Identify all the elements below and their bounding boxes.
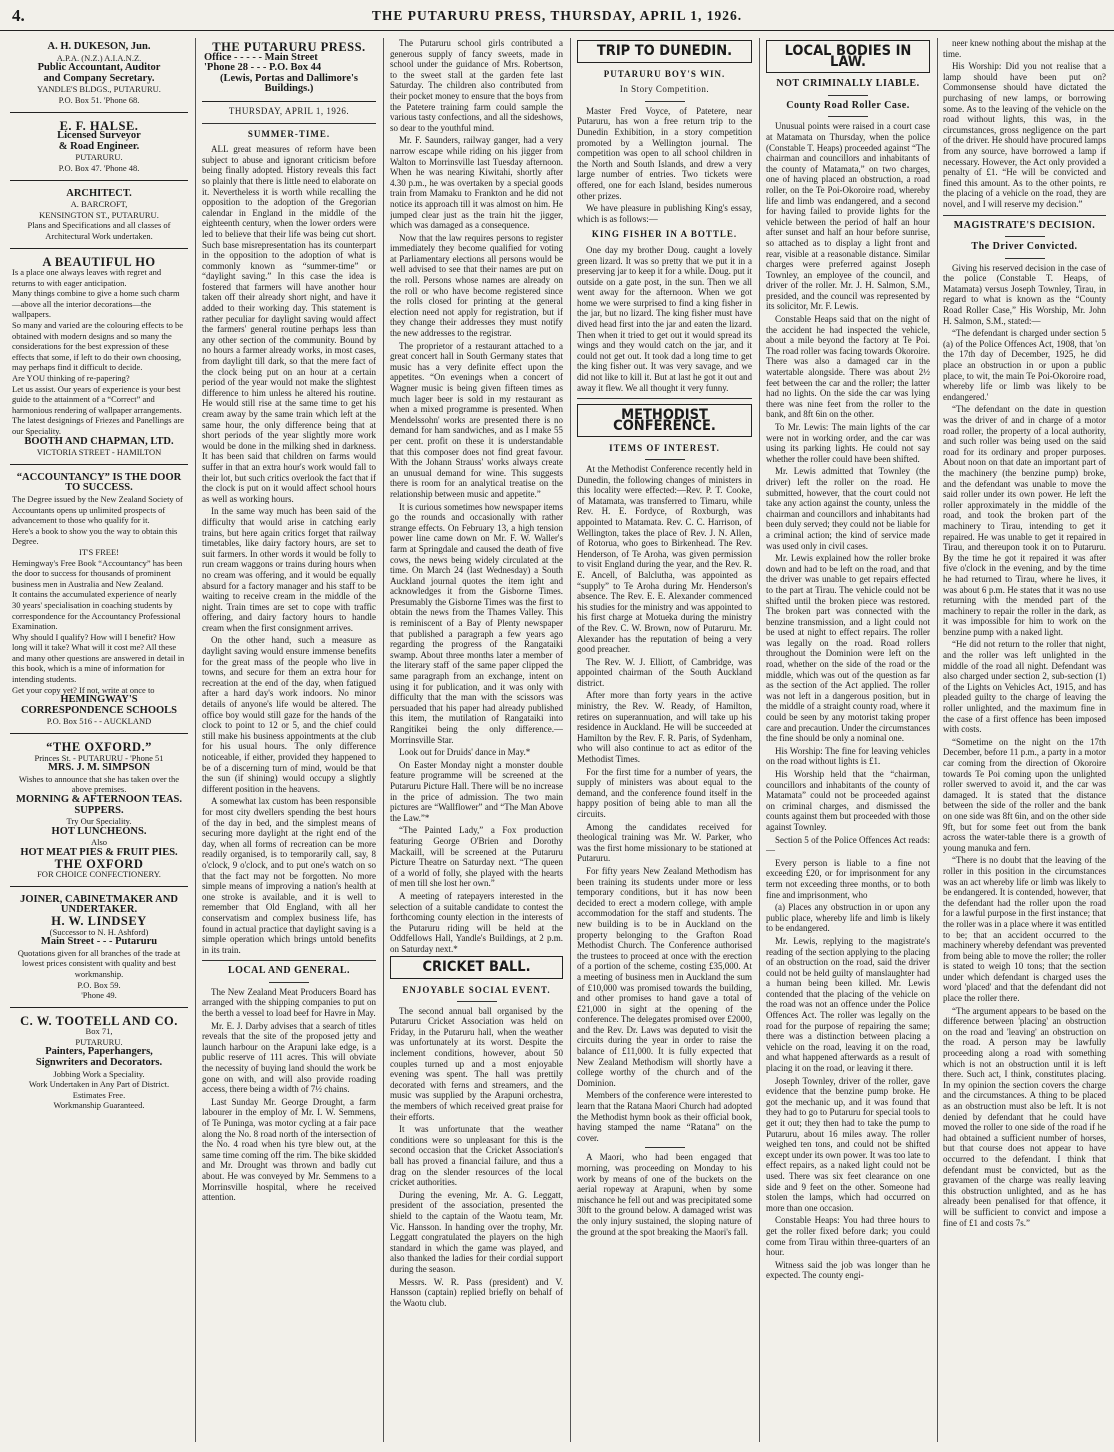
ad-hemingway-p7: Get your copy yet? If not, write at once to <box>12 684 155 695</box>
article-paragraph: Look out for Druids' dance in May.* <box>399 747 531 758</box>
dunedin-subheading2: In Story Competition. <box>619 84 710 95</box>
local-news-items <box>390 38 563 954</box>
ad-halse <box>10 117 188 181</box>
ad-hemingway-heading: “ACCOUNTANCY” IS THE DOOR TO SUCCESS. <box>16 471 182 494</box>
column-magistrate <box>943 38 1106 1442</box>
ad-oxford-p3: Try Our Speciality. <box>66 816 132 827</box>
ad-oxford-p7: THE OXFORD <box>54 856 144 871</box>
article-paragraph: “The Painted Lady,” a Fox production featuring George O'Brien and Dorothy Mackaill, will be screened at the Putaruru Picture Theatre on Saturday next. “The queen of a world of folly, she played with the hearts of men till she lost her own.” <box>390 825 563 889</box>
ad-tootell-box: Box 71, <box>85 1026 113 1037</box>
ad-hemingway-p3: IT'S FREE! <box>78 546 120 557</box>
ad-booth-chapman <box>10 253 188 465</box>
essay-title: KING FISHER IN A BOTTLE. <box>591 229 738 240</box>
ad-hemingway-p1: The Degree issued by the New Zealand Society of Accountants opens up unlimited prospects of advancement to those who qualify for it. <box>12 493 183 526</box>
article-paragraph: “The defendant on the date in question was the driver of and in charge of a motor road roller, the property of a local authority, and such roller was being used on the said road for its ordinary and proper purposes. About noon on that date an important part of the machinery (the benzine pump) broke, and the defendant was unable to move the said roller under its own power. He left the roller approximately in the middle of the road, and took the broken part of the machinery to Tirau, intending to get it repaired. He was unable to get it repaired in Tirau, and thereupon took it on to Putaruru. By the time he got it repaired it was after five o'clock in the evening, and by the time he had returned to Tirau, where he lives, it was about 6 p.m. He states that it was no use returning with the mended part of the machinery to repair the roller in the dark, as it was impossible for him to work on the benzine pump with a naked light. <box>943 404 1106 637</box>
article-paragraph: Joseph Townley, driver of the roller, gave evidence that the benzine pump broke. He got the mechanic up, and it was found that they had to go to Putaruru for special tools to get it out; they then had to take the pump to Putaruru, about 16 miles away. The roller weighed ten tons, and could not be shifted except under its own power. It was too late to effect repairs, as a naked light could not be used. There was six feet clearance on one side and 9 feet on the other. Someone had stolen the lamps, which had occurred on more than one occasion. <box>766 1075 930 1213</box>
ad-tootell-town: PUTARURU. <box>75 1036 123 1047</box>
ad-oxford-p4: HOT LUNCHEONS. <box>51 825 147 837</box>
article-paragraph: For the first time for a number of years, the supply of ministers was about equal to the demand, and the conference found itself in the happy position of being able to man all the circuits. <box>577 766 752 819</box>
article-paragraph: A meeting of ratepayers interested in the selection of a suitable candidate to contest the forthcoming county election in the interests of the Putaruru riding will be held at the Oddfellows Hall, Yandle's Buildings, at 2 p.m. on Saturday next.* <box>390 890 563 954</box>
ad-hemingway-p4: Hemingway's Free Book “Accountancy” has been the door to success for thousands of prominent business men in Australia and New Zealand. <box>12 557 183 589</box>
magistrate-heading: MAGISTRATE'S DECISION. <box>953 219 1096 231</box>
ad-oxford-p2: MORNING & AFTERNOON TEAS. SUPPERS. <box>15 794 183 816</box>
ad-dukeson-quals: A.P.A. (N.Z.) A.I.A.N.Z. <box>56 52 142 63</box>
column-local-news <box>390 38 563 1442</box>
article-paragraph: After more than forty years in the active ministry, the Rev. W. Ready, of Hamilton, retires on superannuation, and will take up his residence in Auckland. He will be succeeded at Hamilton by the Rev. F. R. Paris, of Sydenham, who will also continue to act as editor of the Methodist Times. <box>577 690 752 765</box>
ad-dukeson-name: A. H. DUKESON, Jun. <box>47 41 151 52</box>
column-advertisements <box>10 38 188 1442</box>
ad-architect-body: Plans and Specifications and all classes of Architectural Work undertaken. <box>27 220 171 241</box>
article-paragraph: Every person is liable to a fine not exceeding £20, or for imprisonment for any term not exceeding three months, or to both fine and imprisonment, who <box>766 857 930 900</box>
summer-time-heading: SUMMER-TIME. <box>247 128 331 139</box>
divider <box>943 215 1106 216</box>
ad-tootell-p4: Workmanship Guaranteed. <box>53 1100 145 1111</box>
article-paragraph: Members of the conference were interested to learn that the Ratana Maori Church had adopted the Methodist hymn book as their official book, having stamped the name “Ratana” on the cover. <box>577 1090 752 1143</box>
ad-hemingway-p5: It contains the accumulated experience of nearly 30 years' specialisation in coaching students by correspondence for the Accountancy Professional Examination. <box>12 589 181 632</box>
article-paragraph: Among the candidates received for theological training was Mr. W. Parker, who was the first home missionary to be stationed at Putaruru. <box>577 821 752 864</box>
column-dunedin-methodist <box>577 38 752 1442</box>
article-paragraph: A somewhat lax custom has been responsible for most city dwellers spending the best hours of the day in bed, and the simplest means of securing more daylight at the right end of the day, when all forms of recreation can be more readily organised, is to temporarily call, say, 8 o'clock, 9 o'clock, and to put one's watch on so that the fact may not be forgotten. No more simple means of improving a nation's health at one stroke is available, and it is well to remember that Old England, with all her conservatism and complex business life, has found in actual practice that daylight saving is a simple operation which brings untold benefits in its train. <box>202 796 376 955</box>
ad-halse-town: PUTARURU. <box>75 152 123 163</box>
ad-oxford-p1: Wishes to announce that she has taken over the above premises. <box>18 773 180 795</box>
article-paragraph: To Mr. Lewis: The main lights of the car were not in working order, and the car was using its parking lights. He could not say whether the roller could have been shifted. <box>766 422 930 464</box>
article-paragraph: His Worship: The fine for leaving vehicles on the road without lights is £1. <box>766 745 930 767</box>
article-paragraph: “The defendant is charged under section 5 (a) of the Police Offences Act, 1908, that 'on the 17th day of December, 1925, he did place an obstruction in or upon a public place, to wit, the main Te Poi-Okoroire road, whereby life or limb was likely to be endangered.' <box>943 328 1106 402</box>
ad-tootell-p1: Jobbing Work a Speciality. <box>53 1068 145 1079</box>
ad-dukeson-line1: Public Accountant, Auditor <box>37 62 161 74</box>
divider <box>1005 236 1045 237</box>
dunedin-heading: TRIP TO DUNEDIN. <box>577 40 752 63</box>
newspaper-title: THE PUTARURU PRESS, THURSDAY, APRIL 1, 1926. <box>371 8 743 23</box>
article-paragraph: “There is no doubt that the leaving of the roller in this position in the circumstances was an act whereby life or limb was likely to be endangered. It is contended, however, that the defendant had the roller upon the road for a lawful purpose in the first instance; that the roller was in a place where it was entitled to be; that an accident occurred to the machinery whereby defendant was prevented from being able to move the roller; the roller is stated to weigh 10 tons; that the section under which defendant is charged uses the word 'placed' and that the defendant did not place the roller there. <box>943 855 1106 1004</box>
cricket-ball-heading: CRICKET BALL. <box>390 956 563 979</box>
press-box-title: THE PUTARURU PRESS. <box>212 40 366 54</box>
article-paragraph: Mr. Lewis explained how the roller broke down and had to be left on the road, and that the driver was unable to get repairs effected to the part at Tirau. The vehicle could not be shifted until the broken piece was restored. The broken part was connected with the benzine transmission, and a light could not be used at night to effect repairs. The roller was legally on the road. Road rollers throughout the Dominion were left on the road, whether on the side of the road or the middle, which was out of the question as far as the section of the Act applied. The roller was not left in a dangerous position, but in the middle of a straight county road, where it could be seen by any motorist taking proper care and precaution. Under the circumstances the fine should be only a nominal one. <box>766 553 930 744</box>
cricket-ball-subheading: ENJOYABLE SOCIAL EVENT. <box>402 985 551 996</box>
article-paragraph: “He did not return to the roller that night, and the roller was left unlighted in the middle of the road all night. Defendant was also charged under section 2, sub-section (1) of the Lights on Vehicles Act, 1915, and has pleaded guilty to the charge of leaving the roller unlighted, and the maximum fine in the case of a first offence has been imposed with costs. <box>943 639 1106 735</box>
article-paragraph: On the other hand, such a measure as daylight saving would ensure immense benefits for the great mass of the people who live in towns, and secure for them an extra hour for recreation at the end of the day, when fatigued after a hard day's work indoors. No minor details of anyone's life would be altered. The office boy would still gaze for the hands of the clock to point to 12 or 5, and the chief could still make his business appointments at the club for his usual hours. The only difference noticeable, if either, provided they happened to be of a discerning turn of mind, would be that the sun (if shining) would occupy a slightly different position in the heavens. <box>202 635 376 794</box>
ad-booth-p1: Is a place one always leaves with regret and returns to with eager anticipation. <box>12 267 162 288</box>
ad-booth-firm: BOOTH AND CHAPMAN, LTD. <box>24 435 174 447</box>
ad-booth-p6: The latest designings of Friezes and Panellings are our Speciality. <box>12 415 185 436</box>
ad-dukeson <box>10 38 188 113</box>
ad-hemingway-firm: HEMINGWAY'S CORRESPONDENCE SCHOOLS <box>20 694 178 716</box>
ad-hemingway-p2: Here's a book to show you the way to obtain this Degree. <box>12 525 178 547</box>
divider <box>269 982 309 983</box>
divider <box>202 960 376 961</box>
column-rule <box>759 38 760 1442</box>
ad-booth-address: VICTORIA STREET - HAMILTON <box>36 447 162 458</box>
ad-booth-heading: A BEAUTIFUL HO <box>42 254 156 269</box>
divider <box>645 1147 685 1148</box>
column-rule <box>570 38 571 1442</box>
article-paragraph: Mr. Lewis, replying to the magistrate's reading of the section applying to the placing of an obstruction on the road, said the driver could not be held guilty of manslaughter had a human being been killed. Mr. Lewis contended that the placing of the vehicle on the road was not an offence under the Police Offences Act. The roller was legally on the road for the purpose of repairing the same; there was a distinction between placing a vehicle on the road, leaving it on the road, and what happened afterwards as a result of placing it on the road, or leaving it there. <box>766 935 930 1074</box>
divider <box>645 101 685 102</box>
ad-lindsey-street: Main Street - - - Putaruru <box>40 936 158 948</box>
article-paragraph: His Worship: Did you not realise that a lamp should have been put on? Commonsense should have dictated the purchasing of new lamps, or borrowing some. As to the leaving of the vehicle on the road without lights, this was, in the circumstances, gross negligence on the part of the driver. He should have procured lamps from any source, have borrowed a lamp if necessary. However, the Act only provided a penalty of £1. “He will be convicted and fined this amount. As to the other points, re the placing of a vehicle on the road, they are novel, and I will reserve my decision.” <box>943 61 1106 209</box>
summer-time-article <box>202 144 376 955</box>
ad-tootell <box>10 1012 188 1117</box>
local-bodies-heading: LOCAL BODIES IN LAW. <box>766 40 930 73</box>
article-paragraph: Last Sunday Mr. George Drought, a farm labourer in the employ of Mr. I. W. Semmens, of Te Puninga, was motor cycling at a fair pace along the No. 8 road north of the intersection of the No. 4 road when his tyre blew out, at the same time coming off the rim. The bike skidded and Mr. Drought was thrown and badly cut about. He was conveyed by Mr. Semmens to a Morrinsville hospital, where he received attention. <box>202 1096 376 1203</box>
ad-booth-p3: So many and varied are the colouring effects to be obtained with modern designs and so many the considerations for the best expression of these effects that some, if left to do their own choosing, may perhaps find it difficult to decide. <box>12 320 183 373</box>
ad-oxford-p8: FOR CHOICE CONFECTIONERY. <box>37 869 161 880</box>
ad-halse-contact: P.O. Box 47. 'Phone 48. <box>58 162 140 173</box>
article-paragraph: The second annual ball organised by the Putaruru Cricket Association was held on Friday, in the Putaruru hall, when the weather was unfortunately at its worst. Despite the inclement conditions, however, about 50 couples turned up and a most enjoyable evening was spent. The hall was prettily decorated with ferns and streamers, and the music was supplied by the Arapuni orchestra, the members of which received great praise for their efforts. <box>390 1005 563 1122</box>
press-box-office: Office - - - - - Main Street <box>204 51 318 63</box>
ad-halse-line1: Licensed Surveyor <box>57 130 141 142</box>
dunedin-subheading: PUTARURU BOY'S WIN. <box>603 68 726 79</box>
article-paragraph: Mr. E. J. Darby advises that a search of titles reveals that the site of the proposed jetty and launch harbour on the Arapuni lake edge, is a public reserve of 111 acres. This will obviate the necessity of buying land should the work be gone on with, and will also provide roading access, there being a width of 7½ chains. <box>202 1020 376 1095</box>
dunedin-article <box>577 106 752 225</box>
article-paragraph: Giving his reserved decision in the case of the police (Constable T. Heaps, of Matamata) versus Joseph Townley, Tirau, in regard to what is known as the “County Road Roller Case,” His Worship, Mr. John H. Salmon, S.M., stated:— <box>943 262 1106 326</box>
ad-tootell-p3: Estimates Free. <box>72 1089 126 1100</box>
column-local-bodies <box>766 38 930 1442</box>
article-paragraph: “The argument appears to be based on the difference between 'placing' an obstruction on the road and 'leaving' an obstruction on the road. A person may be lawfully proceeding along a road with something which is not an obstruction until it is left there. Such act, I think, constitutes placing. In my opinion the section covers the charge and the circumstances. A thing to be placed as an obstruction must also be left. It is not denied by defendant that he could have moved the roller to one side of the road if he had obtained a sufficient number of horses, but that course does not appear to have occurred to the defendant. I think that defendant must be convicted, but as the gravamen of the charge was really leaving this obstruction unlighted, and as he has already been penalised for that offence, it will be sufficient to convict and impose a fine of £1 and costs 7s.” <box>943 1005 1106 1228</box>
article-paragraph: (a) Places any obstruction in or upon any public place, whereby life and limb is likely to be endangered. <box>766 902 930 934</box>
article-paragraph: We have pleasure in publishing King's essay, which is as follows:— <box>577 203 752 224</box>
article-paragraph: neer knew nothing about the mishap at the time. <box>943 38 1106 59</box>
essay-article <box>577 245 752 393</box>
article-paragraph: During the evening, Mr. A. G. Leggatt, president of the association, presented the shield to the captain of the Waotu team, Mr. Vic. Hansson. In handing over the trophy, Mr. Leggatt congratulated the players on the high standard in which the game was played, and also thanked the ladies for their cordial support during the season. <box>390 1189 563 1274</box>
press-box-phone: 'Phone 28 - - - P.O. Box 44 <box>204 62 322 74</box>
press-info-box <box>202 38 376 102</box>
local-general-heading: LOCAL AND GENERAL. <box>227 965 351 977</box>
article-paragraph: “Sometime on the night on the 17th December, before 11 p.m., a party in a motor car coming from the direction of Okoroire towards Te Poi coming upon the unlighted roller swerved to avoid it, and the car was damaged. It is stated that the distance between the side of the roller and the bank on one side was 8ft 6in, and on the other side 9ft, but for some feet out from the bank across the water-table there is a growth of young manuka and fern. <box>943 736 1106 853</box>
ad-tootell-name: C. W. TOOTELL AND CO. <box>20 1013 178 1028</box>
divider <box>645 459 685 460</box>
magistrate-article <box>943 263 1106 1228</box>
article-paragraph: His Worship held that the “chairman, councillors and inhabitants of the county of Matamata” could not be proceeded against on criminal charges, and dismissed the counts against them but proceeded with those against Townley. <box>766 769 930 832</box>
article-paragraph: ALL great measures of reform have been subject to abuse and ignorant criticism before being finally adopted. History reveals this fact so plainly that there is little need to elaborate on it. Nevertheless it is worth while recalling the opposition to the adoption of the Gregorian calendar in England in the middle of the eighteenth century, when the lower orders were led to believe that their life was being cut short. Such base misrepresentation has its counterpart in the opposition to the adoption of what is commonly known as “summer-time” or “daylight saving.” In this case the idea is fostered that farmers will have another hour taken off their already short night, and have it added to their working day. This statement is rather peculiar for daylight saving would affect the farmers' general routine perhaps less than any other section of the community. Bound by no hours a farmer already works, in most cases, from daylight till dark, so that the mere fact of the clock being put on an hour at a certain period of the year would not make the slightest difference to him unless he altered his routine. He would still rise at the same time to get his cream away by the same train which left at the same hour, the only difference being that at short periods of the year slightly more work would be done in the milking shed in darkness. It has been said that children on farms would suffer in that an extra hour's work would fall to their lot, but such critics overlook the fact that if the clock is put on it would affect school hours as well as working hours. <box>202 144 376 504</box>
ad-lindsey-heading: JOINER, CABINETMAKER AND UNDERTAKER. <box>20 893 178 916</box>
column-rule <box>195 38 196 1442</box>
ad-tootell-line2: Signwriters and Decorators. <box>35 1057 163 1069</box>
divider <box>577 398 752 399</box>
article-paragraph: Messrs. W. R. Pass (president) and V. Hansson (captain) replied briefly on behalf of the Waotu club. <box>390 1276 563 1308</box>
ad-hemingway-address: P.O. Box 516 - - AUCKLAND <box>46 716 152 727</box>
ad-hemingway-p6: Why should I qualify? How will I benefit? How long will it take? What will it cost me? All these and many other questions are answered in detail in this book, which is a mine of information for intending students. <box>12 631 185 685</box>
article-paragraph: Constable Heaps said that on the night of the accident he had inspected the vehicle, about a mile beyond the factory at Te Poi. The road roller was facing towards Okoroire. There was also a damaged car in the watertable alongside. There was about 2½ feet between the car and the roller; the latter had no lights. On the side the car was lying there was nine feet from the roller to the bank, and 8ft 6in on the other. <box>766 314 930 420</box>
ad-lindsey-body: Quotations given for all branches of the trade at lowest prices consistent with quality and best workmanship. <box>17 947 181 979</box>
ad-booth-p4: Are YOU thinking of re-papering? <box>12 373 130 384</box>
cricket-ball-article <box>390 1006 563 1309</box>
ad-booth-p2: Many things combine to give a home such charm—above all the interior decorations—the wallpapers. <box>12 288 180 320</box>
divider <box>828 95 868 96</box>
divider <box>828 116 868 117</box>
article-paragraph: Now that the law requires persons to register immediately they become qualified for voting at Parliamentary elections all persons would be well advised to see that their names are put on the roll. Persons whose names are already on the roll or who have become registered since the rolls closed for printing at the general election need not apply for registration, but if they change their addresses they must notify the new addresses to the registrar. <box>390 232 563 339</box>
article-paragraph: Unusual points were raised in a court case at Matamata on Thursday, when the police (Constable T. Heaps) proceeded against “The chairman and councillors and inhabitants of the county of Matamata,” on two charges, one of having placed an obstruction, a road roller, on the Te Poi-Okoroire road, whereby life and limb was endangered, and a second for having failed to provide lights for the vehicle between the period of half an hour after sunset and half an hour before sunrise, so attached as to display a light front and rear, visible at a reasonable distance. Similar charges were preferred against Joseph Townley, an employee of the council, and driver of the roller. Mr. J. H. Salmon, S.M., presided, and the council was represented by its solicitor, Mr. F. Lewis. <box>766 121 930 312</box>
article-paragraph: Constable Heaps: You had three hours to get the roller fixed before dark; you could come from Tirau within three-quarters of an hour. <box>766 1215 930 1258</box>
ad-lindsey-phone: 'Phone 49. <box>81 990 117 1001</box>
methodist-subheading: ITEMS OF INTEREST. <box>609 443 720 454</box>
article-paragraph: It is curious sometimes how newspaper items go the rounds and occasionally with rather strange effects. On February 13, a high tension power line came down on Mr. F. W. Waller's farm at Springdale and caused the death of five cows, the news being widely circulated at the time. On March 24 (last Wednesday) a South Auckland journal quotes the item ight and acknowledges it from the Gisborne Times. Presumably the Gisborne Times was the first to obtain the news from the Thames Valley. This is reminiscent of a Bay of Plenty newspaper that published a paragraph a few years ago regarding the progress of the Rangataiki swamp. About three months later a member of the literary staff of the same paper clipped the same paragraph from an exchange, intent on using it for publication, and it was only with difficulty that the man with the scissors was persuaded that his paper had already published this item, the mutilation of Rangataiki into Rangitikei being the only difference.—Morrinsville Star. <box>390 501 563 745</box>
ad-oxford-p6: HOT MEAT PIES & FRUIT PIES. <box>20 846 178 858</box>
maori-ropeway-item: A Maori, who had been engaged that morning, was proceeding on Monday to his work by means of one of the buckets on the aerial ropeway at Arapuni, when by some mischance he fell out and was precipitated some 30ft to the ground below. A damaged wrist was the only injury sustained, the sloping nature of the ground at the spot breaking the Maori's fall. <box>577 1152 752 1237</box>
article-paragraph: It was unfortunate that the weather conditions were so unpleasant for this is the second occasion that the Cricket Association's ball has proved a financial failure, and thus a drag on the slender resources of the local cricket authorities. <box>390 1124 563 1188</box>
article-paragraph: Section 5 of the Police Offences Act reads:— <box>766 834 930 856</box>
divider <box>202 123 376 124</box>
article-paragraph: Mr. F. Saunders, railway ganger, had a very narrow escape while riding on his jigger from Walton to Morrinsville last Tuesday afternoon. When he was nearing Kiwitahi, shortly after 4.30 p.m., he was overtaken by a special goods train from Mamaku to Frankton and he did not notice its approach till it was almost on him. He jumped clear just as the train hit the jigger, which was damaged as a consequence. <box>390 135 563 231</box>
press-box-printers: (Lewis, Portas and Dallimore's Buildings.) <box>219 72 359 95</box>
ad-architect <box>10 185 188 249</box>
article-paragraph: The Rev. W. J. Elliott, of Cambridge, was appointed chairman of the South Auckland district. <box>577 656 752 688</box>
ad-dukeson-contact: P.O. Box 51. 'Phone 68. <box>58 94 140 105</box>
methodist-heading: METHODIST CONFERENCE. <box>577 404 752 437</box>
ad-lindsey-name: H. W. LINDSEY <box>51 913 147 928</box>
article-paragraph: In the same way much has been said of the difficulty that would arise in catching early trains, but here again critics forget that railway timetables, like dairy factory hours, are set to suit farmers. In other words it would be folly to run cream waggons or trains during hours when no cream was offering, and it would be equally absurd for a factory manager and his staff to be waiting to receive cream in the middle of the night. Train times are set to cope with traffic offering, and dairy factory hours to handle cream when the first consignment arrives. <box>202 506 376 633</box>
local-bodies-subheading2: County Road Roller Case. <box>786 99 910 111</box>
column-rule <box>383 38 384 1442</box>
ad-architect-name: A. BARCROFT, <box>70 199 128 210</box>
ad-oxford-address: Princes St. - PUTARURU - 'Phone 51 <box>34 752 164 763</box>
page-number: 4. <box>12 6 25 25</box>
article-paragraph: One day my brother Doug. caught a lovely green lizard. It was so pretty that we put it in a preserving jar to keep it for a while. Doug. put it outside on a gate post, in the sun. Then we all went away for the afternoon. When we got home we were surprised to find a king fisher in the jar, but no lizard. The king fisher must have dived head first into the jar and eaten the lizard. Then when it tried to get out it would spread its wings and they would catch on the jar, and it could not get out. It took dad a long time to get the king fisher out. It was very savage, and we did not like to kill it. But at last he got it out and away it flew. We all thought it very funny. <box>577 244 752 393</box>
ad-oxford-heading: “THE OXFORD.” <box>46 740 152 755</box>
ad-booth-p5: Let us assist. Our years of experience is your best guide to the attainment of a “Correct” and harmonious rendering of wallpaper arrangements. <box>12 383 182 415</box>
article-paragraph: Mr. Lewis admitted that Townley (the driver) left the roller on the road. He submitted, however, that the court could not take any action against the county, unless the chairman and councillors and inhabitants had been duly served; they could not be liable for a criminal action; the kind of service made was used only in civil cases. <box>766 466 930 551</box>
ad-tootell-line1: Painters, Paperhangers, <box>45 1046 153 1058</box>
ad-oxford <box>10 738 188 887</box>
local-general-article <box>202 987 376 1203</box>
ad-lindsey <box>10 891 188 1008</box>
ad-oxford-proprietor: MRS. J. M. SIMPSON <box>47 762 151 774</box>
ad-lindsey-box: P.O. Box 59. <box>77 979 121 990</box>
column-rule <box>937 38 938 1442</box>
ad-oxford-p5: Also <box>90 837 108 848</box>
article-paragraph: For fifty years New Zealand Methodism has been training its students under more or less temporary conditions, but it has now been decided to erect a modern college, with ample accommodation for the staff and students. The new building is to be in Auckland on the property belonging to the Grafton Road Methodist Church. The Conference authorised the trustees to proceed at once with the erection of a portion of the scheme, costing £35,000. At a meeting of business men in Auckland the sum of £10,000 was promised towards the building, and other promises to hand gave a total of £21,000 in sight at the opening of the conference. The delegates promised over £2000, and the Rev. Dr. Laws was deputed to visit the circuits during the year in order to raise the balance of £11,000. It is fully expected that New Zealand Methodism will shortly have a college worthy of the church and of the Dominion. <box>577 865 752 1088</box>
ad-lindsey-successor: (Successor to N. H. Ashford) <box>49 926 149 937</box>
ad-architect-heading: ARCHITECT. <box>66 187 132 199</box>
ad-tootell-p2: Work Undertaken in Any Part of District. <box>28 1079 170 1090</box>
dateline: THURSDAY, APRIL 1, 1926. <box>228 105 350 116</box>
local-bodies-subheading: NOT CRIMINALLY LIABLE. <box>776 78 920 90</box>
masthead <box>0 0 1114 31</box>
article-paragraph: At the Methodist Conference recently held in Dunedin, the following changes of ministers in this locality were effected:—Rev. P. T. Cooke, of Matamata, was transferred to Timaru, while Rev. H. E. Fordyce, of Roxburgh, was appointed to Matamata. Rev. C. C. Harrison, of Wellington, takes the place of Rev. J. N. Allen, of Rotorua, who goes to Birkenhead. The Rev. Henderson, of Te Aroha, was given permission to visit England during the year, and the Rev. R. E. Ancell, of Balclutha, was appointed as “supply” to Te Aroha during Mr. Henderson's absence. The Rev. E. E. Alexander commenced his studies for the ministry and was appointed to his first charge at Motueka during the ministry of the Rev. C. W. Brown, now of Putaruru. Mr. Alexander has the reputation of being a very good preacher. <box>577 464 752 655</box>
local-bodies-continued <box>943 38 1106 210</box>
local-bodies-article <box>766 121 930 1281</box>
article-paragraph: The proprietor of a restaurant attached to a great concert hall in South Germany states that music has a very definite effect upon the appetites. “On evenings when a concert of Wagner music is being given fifteen times as much lager beer is sold in my restaurant as when a mixed programme is presented. When Mendelssohn' works are presented there is no demand for ham sandwiches, and as I make 55 per cent. profit on these it is understandable that this composer does not find great favour. With the Johann Strauss' works always create an unusual demand for wine. This suggests there is room for an analytical treatise on the relationship between music and appetite.” <box>390 340 563 499</box>
divider <box>457 1001 497 1002</box>
article-paragraph: On Easter Monday night a monster double feature programme will be screened at the Putaruru Picture Hall. There will be no increase in the price of admission. The two main pictures are “Wallflower” and “The Man Above the Law.”* <box>390 759 563 823</box>
magistrate-subheading: The Driver Convicted. <box>971 241 1078 253</box>
ad-hemingway <box>10 469 188 734</box>
ad-dukeson-line2: and Company Secretary. <box>43 72 155 84</box>
ad-architect-address: KENSINGTON ST., PUTARURU. <box>39 209 159 220</box>
article-paragraph: Witness said the job was longer than he expected. The county engi- <box>766 1259 930 1281</box>
ad-halse-name: E. F. HALSE. <box>59 118 139 133</box>
ad-dukeson-address: YANDLE'S BLDGS., PUTARURU. <box>37 84 161 95</box>
methodist-article <box>577 464 752 1143</box>
article-paragraph: The New Zealand Meat Producers Board has arranged with the shipping companies to put on the berth a vessel to load beef for Havre in May. <box>202 986 376 1019</box>
article-paragraph: Master Fred Voyce, of Patetere, near Putaruru, has won a free return trip to the Dunedin Exhibition, in a story competition promoted by a Wellington journal. The competition was open to all school children in the North and South Islands, and drew a very large number of entries. Two tickets were offered, one for each Island, besides numerous other prizes. <box>577 105 752 201</box>
divider <box>1005 258 1045 259</box>
column-editorial <box>202 38 376 1442</box>
article-paragraph: The Putaruru school girls contributed a generous supply of fancy sweets, made in school under the guidance of Mrs. Robertson, to the sweet stall at the garden fete last Saturday. The children also contributed from their pocket money to ensure that the boys from the Patetere training farm could sample the various tasty confections, and all the sideshows, so dear to the youthful mind. <box>390 38 563 133</box>
ad-halse-line2: & Road Engineer. <box>58 140 140 152</box>
